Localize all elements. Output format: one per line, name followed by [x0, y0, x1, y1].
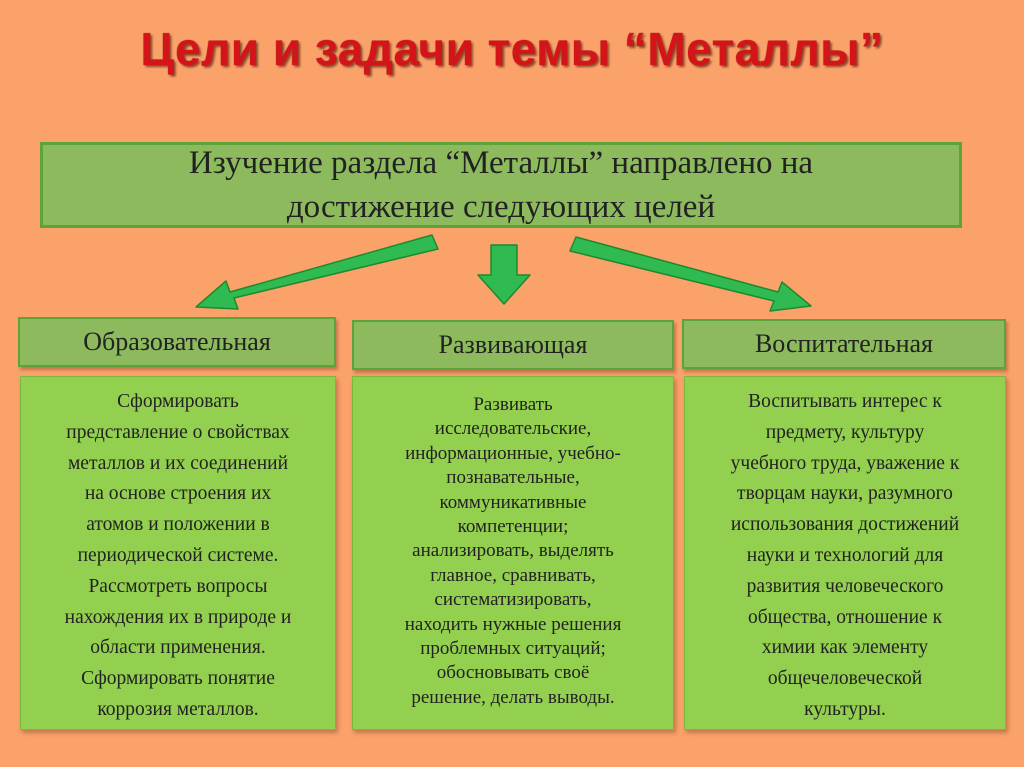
heading-educational: [18, 317, 336, 367]
card-educational-text: Сформировать представление о свойствах металлов и их соединений на основе строения их атомов и положении в периодической системе. Рассмотреть вопросы нахождения их в природе и области применения. Сформировать понятие коррозия металлов.: [64, 391, 292, 720]
page-title: Цели и задачи темы “Металлы”: [140, 23, 884, 75]
arrow-right-icon: [570, 237, 811, 311]
card-developmental: [352, 376, 674, 730]
heading-educational-label: Образовательная: [83, 327, 271, 356]
arrow-left-icon: [196, 235, 438, 309]
heading-upbringing: [682, 319, 1006, 369]
arrow-down-icon: [478, 245, 530, 304]
intro-box: [40, 142, 962, 228]
card-upbringing: [684, 376, 1006, 730]
heading-developmental: [352, 320, 674, 370]
card-developmental-text: Развивать исследовательские, информационные, учебно- познавательные, коммуникативные компетенции; анализировать, выделять главное, сравнивать, систематизировать, находить нужные решения проблемных ситуаций; обосновывать своё решение, делать выводы.: [404, 394, 622, 708]
heading-developmental-label: Развивающая: [438, 330, 588, 359]
card-educational: [20, 376, 336, 730]
intro-text: Изучение раздела “Металлы” направлено на достижение следующих целей: [188, 145, 814, 225]
heading-upbringing-label: Воспитательная: [754, 329, 934, 358]
card-upbringing-text: Воспитывать интерес к предмету, культуру учебного труда, уважение к творцам науки, разумного использования достижений науки и технологий для развития человеческого общества, отношение к химии как элементу общечеловеческой культуры.: [730, 391, 960, 720]
